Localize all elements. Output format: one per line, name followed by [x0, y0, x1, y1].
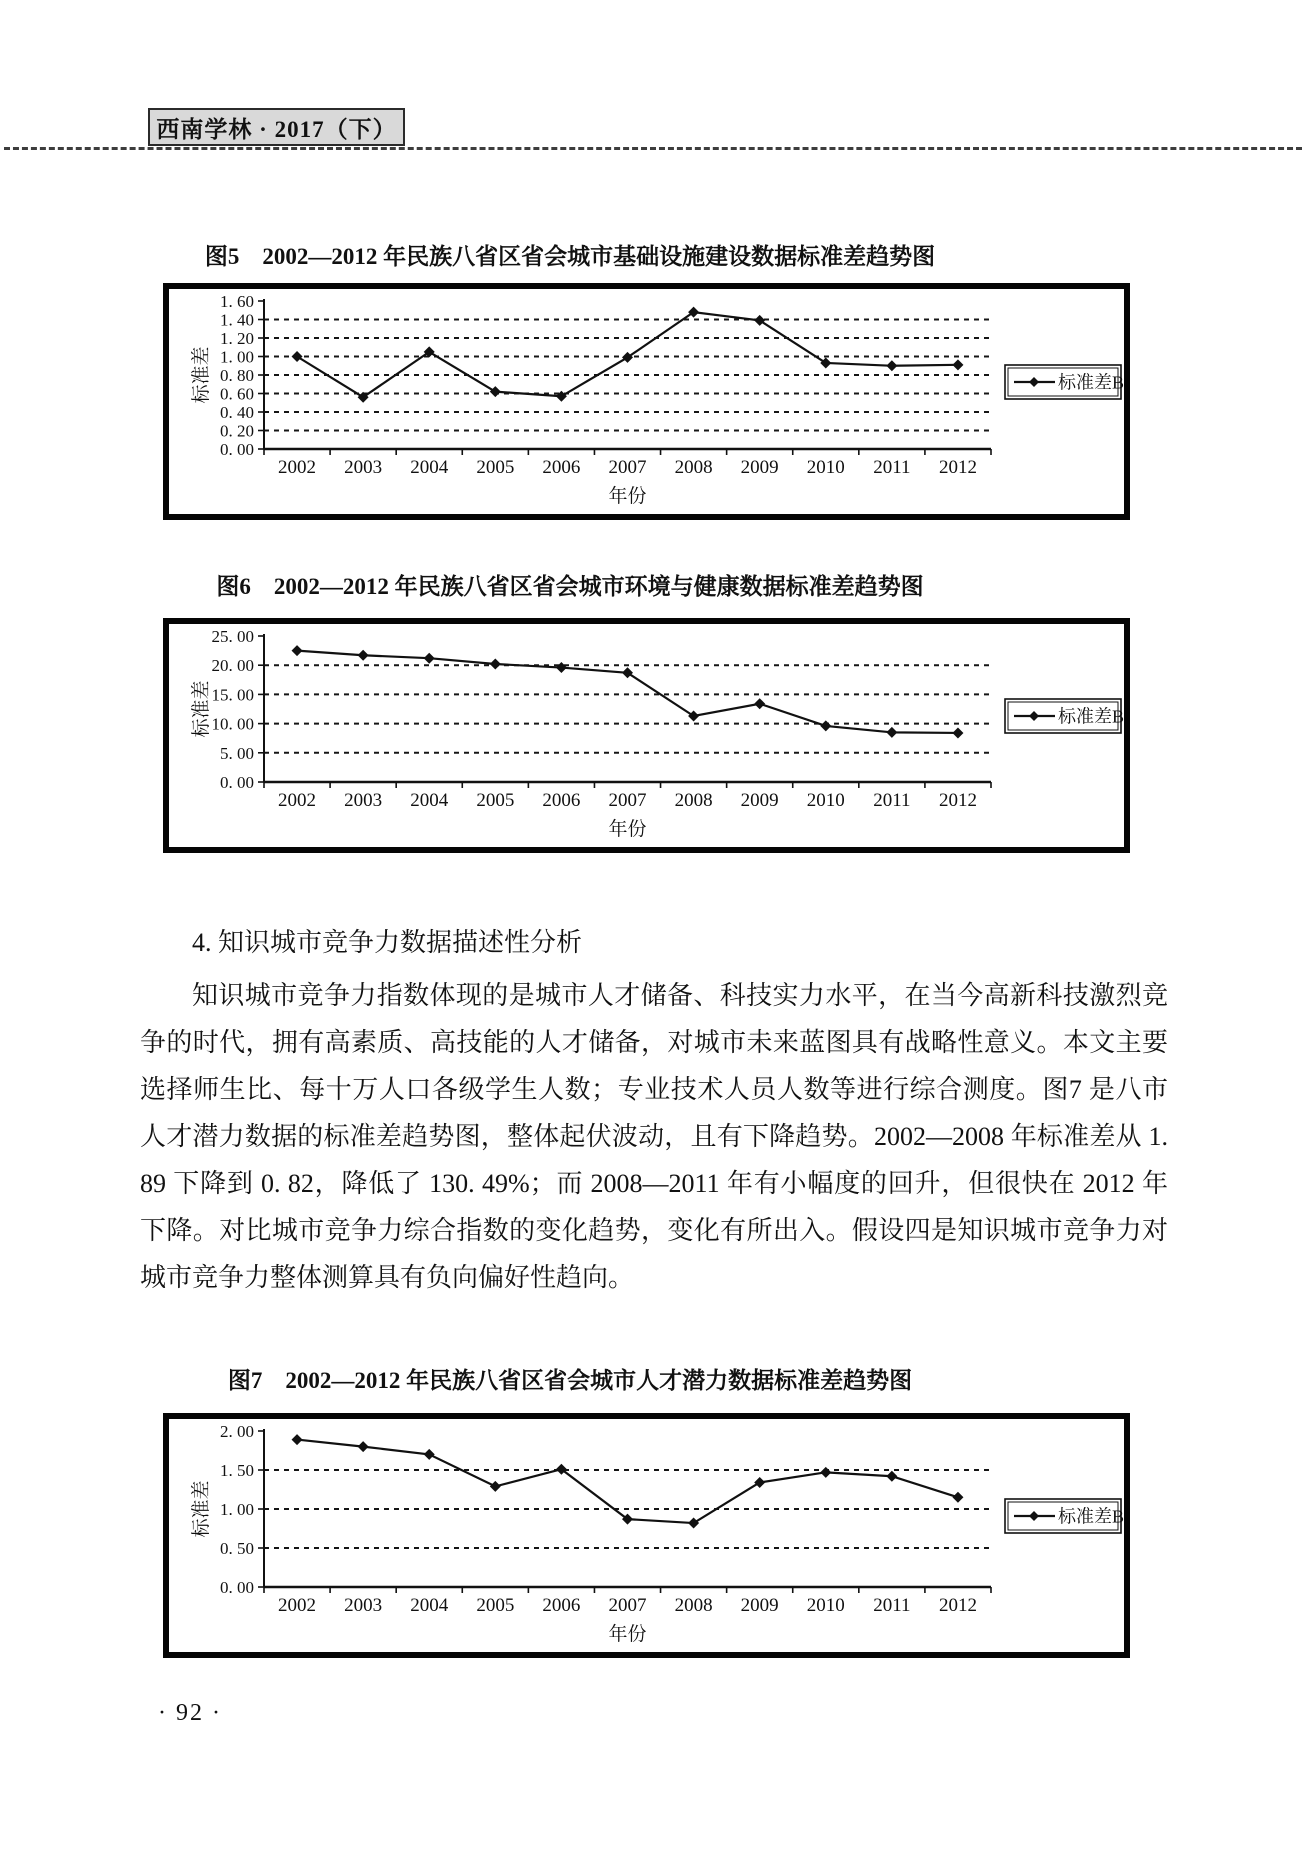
data-point-marker [424, 653, 435, 664]
figure6-title: 图6 2002—2012 年民族八省区省会城市环境与健康数据标准差趋势图 [216, 574, 924, 599]
x-tick-label: 2009 [740, 1595, 779, 1616]
y-tick-label: 0. 00 [220, 1578, 254, 1597]
figure7-chart-frame [163, 1413, 1130, 1658]
x-axis-title: 年份 [608, 819, 647, 840]
x-tick-label: 2006 [542, 457, 581, 478]
x-tick-label: 2012 [938, 790, 977, 811]
data-point-marker [952, 1492, 963, 1503]
data-point-marker [292, 1434, 303, 1445]
x-tick-label: 2010 [806, 1595, 845, 1616]
x-tick-label: 2011 [873, 1595, 911, 1616]
x-tick-label: 2011 [873, 457, 911, 478]
data-point-marker [820, 357, 831, 368]
y-tick-label: 10. 00 [211, 714, 254, 734]
data-point-marker [556, 662, 567, 673]
data-point-marker [490, 659, 501, 670]
body-paragraph: 知识城市竞争力指数体现的是城市人才储备、科技实力水平，在当今高新科技激烈竞争的时代，拥有高素质、高技能的人才储备，对城市未来蓝图具有战略性意义。本文主要选择师生比、每十万人口各级学生人数；专业技术人员人数等进行综合测度。图7 是八市人才潜力数据的标准差趋势图，整体起伏波动，且有下降趋势。2002—2008 年标准差从 1. 89 下降到 0. 82，降低了 130. 49%；而 2008—2011 年有小幅度的回升，但很快在 2012 年下降。对比城市竞争力综合指数的变化趋势，变化有所出入。假设四是知识城市竞争力对城市竞争力整体测算具有负向偏好性趋向。 [140, 981, 1168, 1292]
figure5-chart-frame [163, 283, 1130, 520]
x-axis-title: 年份 [608, 1624, 647, 1645]
y-axis-title: 标准差 [191, 680, 212, 738]
x-tick-label: 2006 [542, 790, 581, 811]
x-tick-label: 2007 [608, 790, 647, 811]
data-point-marker [358, 1441, 369, 1452]
x-tick-label: 2005 [476, 457, 515, 478]
x-tick-label: 2012 [938, 1595, 977, 1616]
x-axis-title: 年份 [608, 486, 647, 507]
y-axis-title: 标准差 [191, 346, 212, 404]
data-point-marker [688, 1518, 699, 1529]
data-point-marker [886, 727, 897, 738]
x-tick-label: 2002 [278, 457, 317, 478]
x-tick-label: 2004 [410, 457, 449, 478]
data-point-marker [622, 667, 633, 678]
y-tick-label: 0. 60 [220, 384, 254, 404]
x-tick-label: 2004 [410, 790, 449, 811]
data-point-marker [556, 391, 567, 402]
y-tick-label: 1. 00 [220, 347, 254, 367]
y-tick-label: 0. 20 [220, 421, 254, 441]
figure7-title: 图7 2002—2012 年民族八省区省会城市人才潜力数据标准差趋势图 [227, 1368, 913, 1393]
x-tick-label: 2012 [938, 457, 977, 478]
x-tick-label: 2009 [740, 790, 779, 811]
y-tick-label: 0. 80 [220, 366, 254, 385]
data-point-marker [952, 727, 963, 738]
x-tick-label: 2005 [476, 1595, 515, 1616]
legend-label: 标准差B [1058, 372, 1124, 393]
y-tick-label: 15. 00 [211, 685, 254, 705]
legend-label: 标准差B [1058, 1506, 1124, 1527]
data-point-marker [886, 360, 897, 371]
x-tick-label: 2007 [608, 457, 647, 478]
x-tick-label: 2009 [740, 457, 779, 478]
header-dashed-rule [4, 147, 1302, 150]
data-point-marker [292, 351, 303, 362]
x-tick-label: 2002 [278, 1595, 317, 1616]
x-tick-label: 2005 [476, 790, 515, 811]
data-point-marker [754, 698, 765, 709]
figure5-title: 图5 2002—2012 年民族八省区省会城市基础设施建设数据标准差趋势图 [204, 244, 936, 269]
x-tick-label: 2006 [542, 1595, 581, 1616]
y-tick-label: 1. 40 [220, 310, 254, 330]
x-tick-label: 2010 [806, 790, 845, 811]
x-tick-label: 2008 [674, 790, 713, 811]
x-tick-label: 2008 [674, 457, 713, 478]
figure5-chart [169, 289, 1124, 514]
y-tick-label: 5. 00 [220, 743, 254, 763]
data-point-marker [292, 645, 303, 656]
x-tick-label: 2007 [608, 1595, 647, 1616]
data-point-marker [424, 1449, 435, 1460]
x-tick-label: 2003 [344, 790, 383, 811]
y-tick-label: 0. 00 [220, 773, 254, 792]
figure6-chart-frame [163, 618, 1130, 853]
x-tick-label: 2004 [410, 1595, 449, 1616]
data-point-marker [820, 720, 831, 731]
x-tick-label: 2008 [674, 1595, 713, 1616]
data-point-marker [754, 1477, 765, 1488]
x-tick-label: 2002 [278, 790, 317, 811]
legend-label: 标准差B [1058, 706, 1124, 727]
x-tick-label: 2003 [344, 457, 383, 478]
y-tick-label: 0. 50 [220, 1539, 254, 1558]
data-point-marker [688, 711, 699, 722]
y-tick-label: 1. 60 [220, 292, 254, 311]
y-tick-label: 0. 40 [220, 403, 254, 422]
x-tick-label: 2011 [873, 790, 911, 811]
journal-title: 西南学林 · 2017（下） [156, 116, 397, 142]
journal-header-badge [148, 108, 405, 146]
y-tick-label: 1. 20 [220, 329, 254, 348]
x-tick-label: 2003 [344, 1595, 383, 1616]
y-tick-label: 25. 00 [211, 627, 254, 646]
data-point-marker [358, 650, 369, 661]
x-tick-label: 2010 [806, 457, 845, 478]
series-line [297, 651, 958, 733]
series-line [297, 1440, 958, 1523]
y-tick-label: 2. 00 [220, 1422, 254, 1441]
data-point-marker [490, 386, 501, 397]
page-number: · 92 · [158, 1700, 222, 1726]
data-point-marker [886, 1471, 897, 1482]
section-heading: 4. 知识城市竞争力数据描述性分析 [192, 928, 583, 957]
data-point-marker [952, 359, 963, 370]
y-tick-label: 1. 50 [220, 1461, 254, 1480]
y-tick-label: 20. 00 [211, 656, 254, 676]
data-point-marker [820, 1467, 831, 1478]
y-tick-label: 0. 00 [220, 440, 254, 459]
data-point-marker [490, 1481, 501, 1492]
y-axis-title: 标准差 [191, 1480, 212, 1538]
y-tick-label: 1. 00 [220, 1500, 254, 1519]
data-point-marker [754, 315, 765, 326]
figure7-chart [169, 1419, 1124, 1652]
figure6-chart [169, 624, 1124, 847]
